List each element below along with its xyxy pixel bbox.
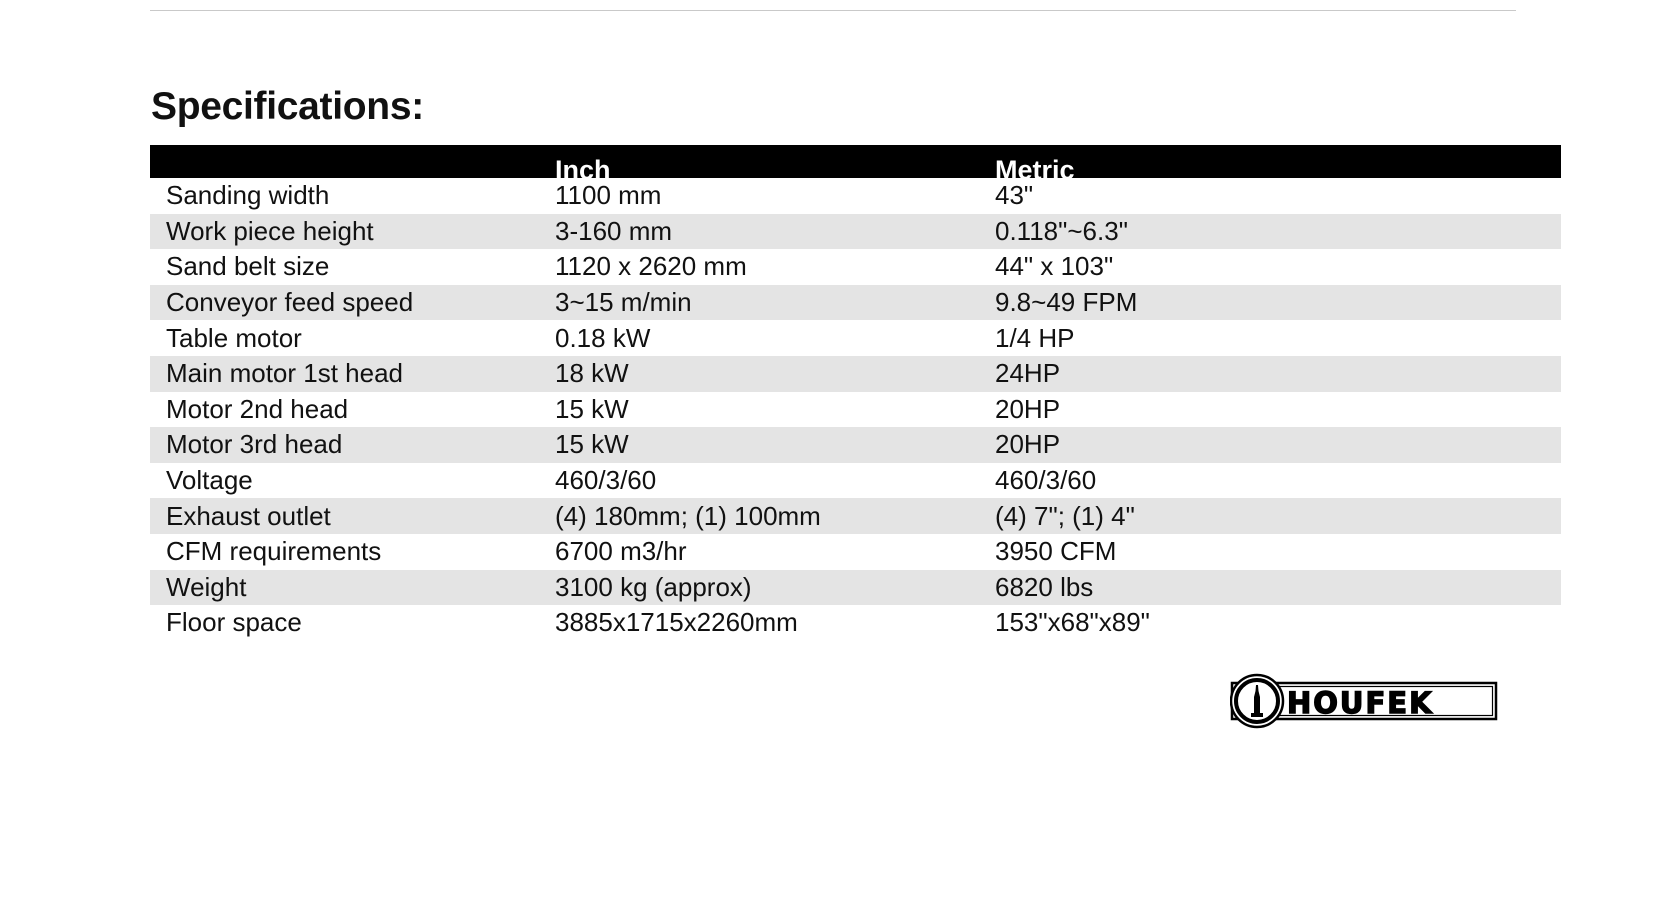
spec-value-inch: 15 kW [555, 393, 629, 424]
spec-value-metric: 9.8~49 FPM [995, 287, 1138, 318]
spec-label: Floor space [166, 607, 302, 638]
spec-value-metric: 24HP [995, 358, 1061, 389]
table-row [150, 463, 1561, 499]
table-row [150, 427, 1561, 463]
table-row [150, 285, 1561, 321]
spec-value-inch: 0.18 kW [555, 322, 651, 353]
table-row [150, 570, 1561, 606]
spec-value-inch: 1100 mm [555, 180, 662, 211]
spec-value-metric: 43" [995, 180, 1034, 211]
spec-label: Work piece height [166, 215, 374, 246]
table-row [150, 534, 1561, 570]
table-row [150, 392, 1561, 428]
spec-label: Motor 2nd head [166, 393, 349, 424]
spec-value-metric: 6820 lbs [995, 571, 1094, 602]
logo-spire-base [1251, 713, 1263, 717]
spec-label: Exhaust outlet [166, 500, 331, 531]
spec-label: Voltage [166, 465, 253, 496]
table-row [150, 249, 1561, 285]
spec-value-inch: 15 kW [555, 429, 629, 460]
header-cell-label [150, 153, 555, 171]
table-row [150, 320, 1561, 356]
top-divider [150, 10, 1516, 11]
logo-brand-text: HOUFEK [1287, 686, 1434, 720]
spec-label: Sanding width [166, 180, 330, 211]
spec-value-inch: 18 kW [555, 358, 629, 389]
spec-value-inch: 460/3/60 [555, 465, 657, 496]
spec-label: Table motor [166, 322, 302, 353]
specifications-table [150, 145, 1561, 641]
spec-value-metric: 0.118"~6.3" [995, 215, 1128, 246]
table-row [150, 214, 1561, 250]
table-header-row [150, 145, 1561, 185]
spec-value-inch: 3~15 m/min [555, 287, 692, 318]
table-row [150, 605, 1561, 641]
spec-label: Sand belt size [166, 251, 330, 282]
spec-value-inch: 6700 m3/hr [555, 536, 687, 567]
spec-value-inch: 3885x1715x2260mm [555, 607, 798, 638]
spec-value-metric: 460/3/60 [995, 465, 1097, 496]
houfek-logo [1230, 671, 1500, 731]
table-row [150, 356, 1561, 392]
header-cell-inch: Inch [555, 155, 611, 185]
spec-label: Motor 3rd head [166, 429, 343, 460]
spec-value-metric: 20HP [995, 393, 1061, 424]
spec-label: Weight [166, 571, 247, 602]
table-row [150, 498, 1561, 534]
spec-value-inch: 3100 kg (approx) [555, 571, 752, 602]
spec-label: Conveyor feed speed [166, 287, 414, 318]
spec-value-metric: (4) 7"; (1) 4" [995, 500, 1135, 531]
spec-value-inch: (4) 180mm; (1) 100mm [555, 500, 821, 531]
header-cell-metric: Metric [995, 155, 1075, 185]
spec-value-metric: 44" x 103" [995, 251, 1114, 282]
spec-label: Main motor 1st head [166, 358, 404, 389]
spec-value-metric: 20HP [995, 429, 1061, 460]
spec-value-inch: 1120 x 2620 mm [555, 251, 747, 282]
spec-value-inch: 3-160 mm [555, 215, 673, 246]
spec-label: CFM requirements [166, 536, 382, 567]
table-row [150, 178, 1561, 214]
spec-value-metric: 153"x68"x89" [995, 607, 1150, 638]
page-title: Specifications: [151, 85, 424, 128]
spec-value-metric: 3950 CFM [995, 536, 1117, 567]
spec-value-metric: 1/4 HP [995, 322, 1075, 353]
